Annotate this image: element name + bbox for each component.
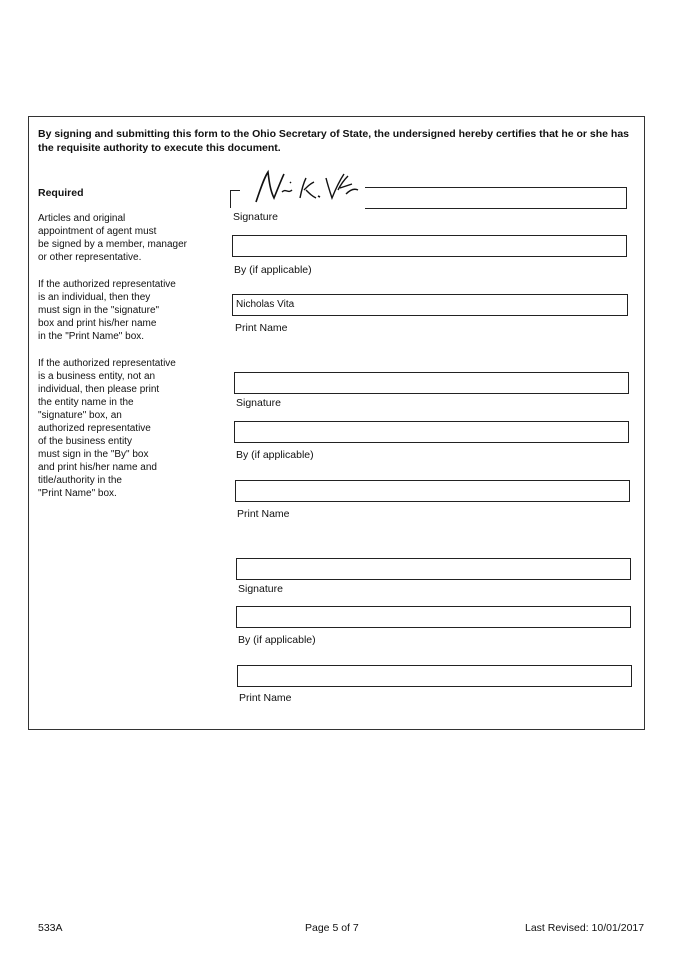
- certification-text: By signing and submitting this form to the Ohio Secretary of State, the undersigned hereby certifies that he or she has the requisite authority to execute this document.: [38, 128, 630, 154]
- required-heading: Required: [38, 187, 84, 199]
- page-number: Page 5 of 7: [305, 922, 359, 934]
- print-name-input[interactable]: [237, 665, 632, 687]
- signature-label: Signature: [233, 211, 278, 223]
- signature-field-bracket: [230, 190, 240, 208]
- instruction-note: Articles and original appointment of agent must be signed by a member, manager or other representative.: [38, 213, 187, 263]
- by-input[interactable]: [232, 235, 627, 257]
- signature-label: Signature: [236, 397, 281, 409]
- print-name-label: Print Name: [239, 692, 292, 704]
- last-revised: Last Revised: 10/01/2017: [525, 922, 645, 934]
- signature-input[interactable]: [365, 187, 627, 209]
- by-label: By (if applicable): [234, 264, 312, 276]
- by-input[interactable]: [236, 606, 631, 628]
- print-name-input[interactable]: Nicholas Vita: [232, 294, 628, 316]
- by-label: By (if applicable): [236, 449, 314, 461]
- instruction-note: If the authorized representative is a business entity, not an individual, then please print the entity name in the "signature" box, an authorized representative of the business entity must sign in the "By" box and print his/her name and title/authority in the "Print Name" box.: [38, 358, 176, 499]
- signature-input[interactable]: [236, 558, 631, 580]
- print-name-label: Print Name: [237, 508, 290, 520]
- by-label: By (if applicable): [238, 634, 316, 646]
- instruction-note: If the authorized representative is an individual, then they must sign in the "signature" box and print his/her name in the "Print Name" box.: [38, 279, 176, 342]
- print-name-label: Print Name: [235, 322, 288, 334]
- form-number: 533A: [38, 922, 63, 934]
- print-name-input[interactable]: [235, 480, 630, 502]
- signature-label: Signature: [238, 583, 283, 595]
- by-input[interactable]: [234, 421, 629, 443]
- handwritten-signature: [252, 168, 362, 210]
- signature-input[interactable]: [234, 372, 629, 394]
